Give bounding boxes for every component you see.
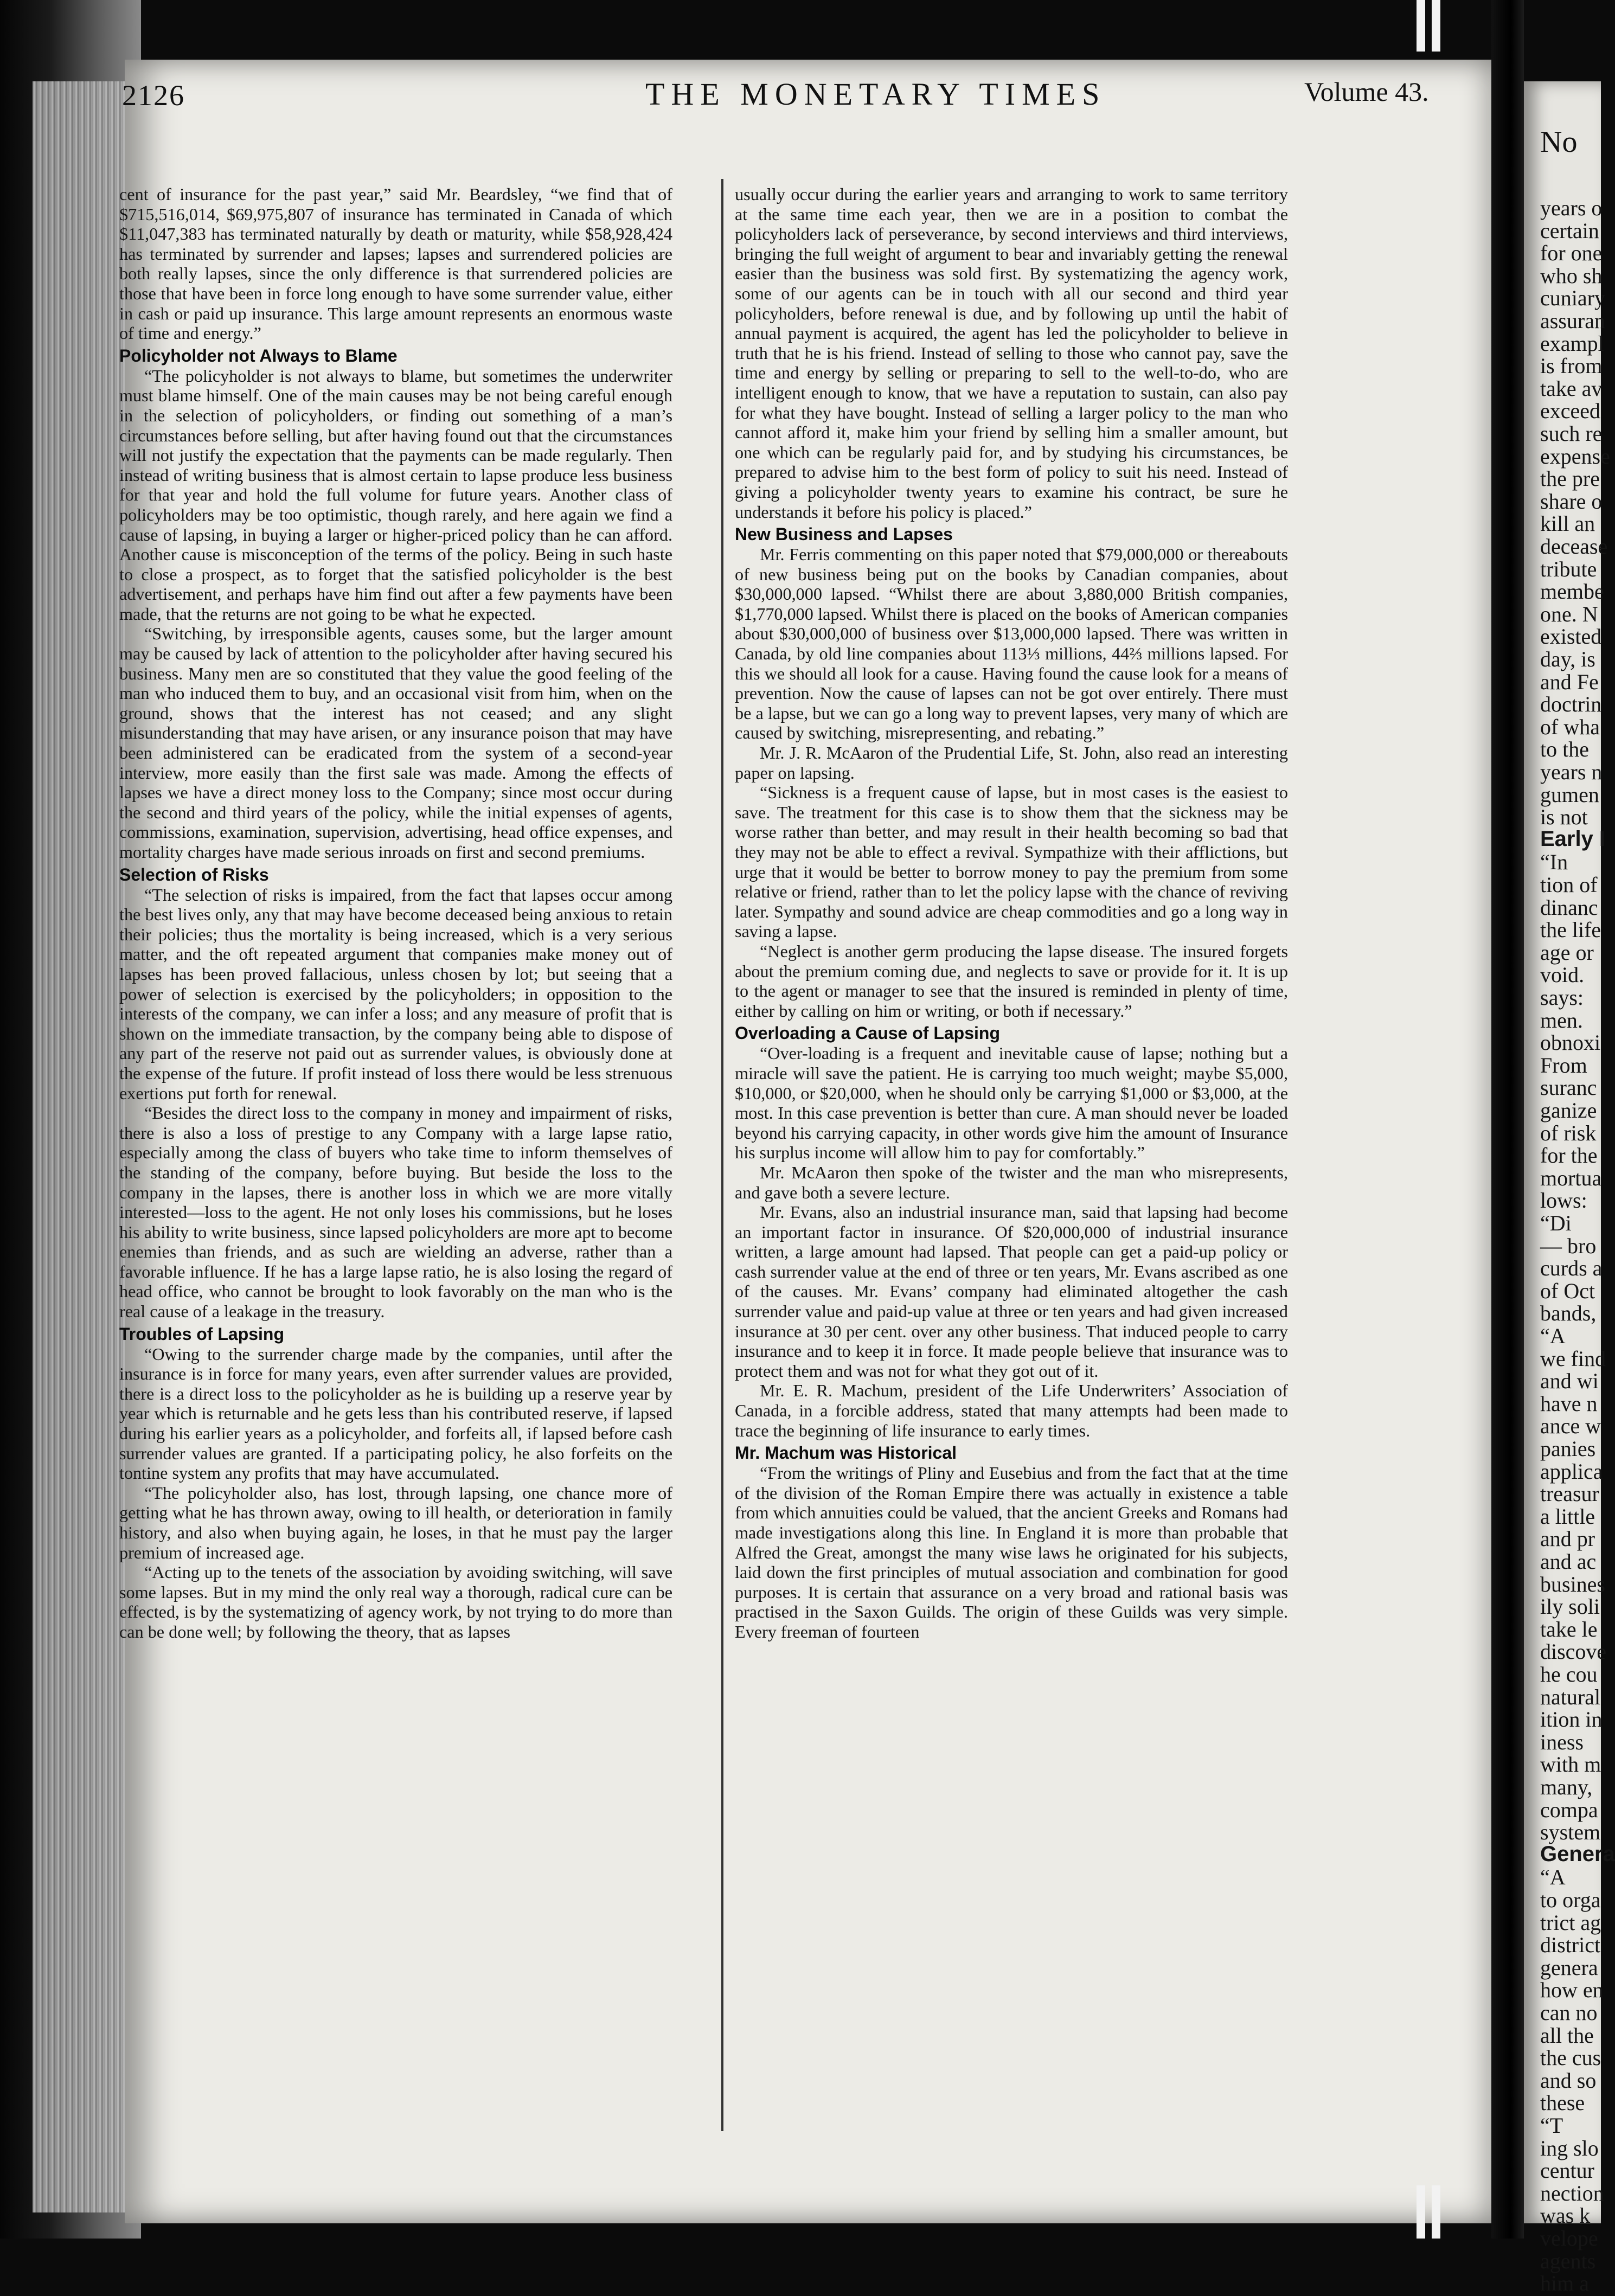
facing-page-line: these <box>1540 2090 1585 2115</box>
facing-page-line: “T <box>1540 2113 1563 2138</box>
paragraph: Mr. J. R. McAaron of the Prudential Life, St. John, also read an interesting paper on lapsing. <box>735 743 1288 783</box>
paragraph: “From the writings of Pliny and Eusebius and from the fact that at the time of the division of the Roman Empire there was actually in existence a table from which annuities could be valued, that the ancient Greeks and Romans had made investigations along this line. In England it is more than probable that Alfred the Great, amongst the many wise laws he originated for his subjects, laid down the first principles of mutual association and combination for good purposes. It is certain that assurance on a very broad and rational basis was practised in the Saxon Guilds. The origin of these Guilds was very simple. Every freeman of fourteen <box>735 1463 1288 1641</box>
facing-page-line: decease <box>1540 534 1608 559</box>
facing-page-line: such re <box>1540 421 1603 446</box>
facing-page-line: one. N <box>1540 601 1598 626</box>
facing-page-line: how en <box>1540 1978 1604 2003</box>
volume-label: Volume 43. <box>1304 76 1429 107</box>
facing-page-line: gumen <box>1540 782 1599 807</box>
facing-page-line: nection <box>1540 2180 1604 2205</box>
section-heading: New Business and Lapses <box>735 524 953 544</box>
facing-page-line: of Oct <box>1540 1278 1595 1303</box>
facing-page-line: ily soli <box>1540 1594 1600 1619</box>
facing-page-line: to the <box>1540 737 1589 762</box>
facing-page-line: system <box>1540 1820 1601 1845</box>
facing-page-line: exceed <box>1540 399 1601 424</box>
facing-page-line: of wha <box>1540 714 1600 739</box>
facing-page-line: mortua <box>1540 1165 1602 1190</box>
paragraph: “Acting up to the tenets of the association by avoiding switching, will save some lapses. But in my mind the only real way a thorough, radical cure can be effected, is by the systematizing of agency work, by not trying to do more than can be done well; by following the theory, that as lapses <box>119 1562 672 1641</box>
scan-clip-mark <box>1417 0 1425 52</box>
facing-page-line: expense <box>1540 444 1610 469</box>
facing-page-line: kill an <box>1540 511 1595 536</box>
facing-page-line: natural <box>1540 1684 1601 1709</box>
facing-page-line: we find <box>1540 1346 1606 1371</box>
facing-page-line: panies <box>1540 1436 1596 1461</box>
scan-clip-mark <box>1432 0 1440 52</box>
facing-page-line: have n <box>1540 1391 1598 1416</box>
facing-page-line: share o <box>1540 489 1603 514</box>
section-heading: Selection of Risks <box>119 864 269 884</box>
paragraph: “Over-loading is a frequent and inevitable cause of lapse; nothing but a miracle will save the patient. He is carrying too much weight; maybe $5,000, $10,000, or $20,000, when he should only be carrying $1,000 or $3,000, at the most. In this case prevention is better than cure. A man should never be loaded beyond his carrying capacity, in other words give him the amount of Insurance his surplus income will allow him to pay for comfortably.” <box>735 1043 1288 1163</box>
paragraph: “Neglect is another germ producing the lapse disease. The insured forgets about the premium coming due, and neglects to save or provide for it. It is up to the agent or manager to see that the insured is reminded in plenty of time, either by calling on him or writing, or both if necessary.” <box>735 941 1288 1021</box>
facing-page-line: and Fe <box>1540 669 1599 694</box>
facing-page-line: men. <box>1540 1008 1583 1032</box>
facing-page-line: ing slo <box>1540 2135 1599 2160</box>
facing-page-line: and ac <box>1540 1549 1597 1574</box>
facing-page-line: age or <box>1540 940 1594 965</box>
facing-page-line: the pre <box>1540 466 1600 491</box>
scan-clip-mark <box>1432 2185 1440 2239</box>
paragraph: Mr. Evans, also an industrial insurance man, said that lapsing had become an important factor in insurance. Of $20,000,000 of industrial insurance written, a large amount had lapsed. That people can get a paid-up policy or cash surrender value at the end of three or ten years, Mr. Evans ascribed as one of the causes. Mr. Evans’ company had eliminated altogether the cash surrender value and paid-up value at three or ten years and had given increased insurance at 30 per cent. over any other business. That induced people to carry insurance and to keep it in force. It made people believe that insurance was to protect them and was not for what they got out of it. <box>735 1202 1288 1381</box>
facing-page-line: void. <box>1540 963 1585 987</box>
publication-title: THE MONETARY TIMES <box>645 76 1106 112</box>
section-heading: Mr. Machum was Historical <box>735 1443 957 1463</box>
facing-page-line: is not <box>1540 805 1588 830</box>
facing-page-line: genera <box>1540 1955 1598 1980</box>
facing-page-header: No <box>1540 125 1578 159</box>
facing-page-line: years o <box>1540 196 1603 220</box>
paragraph: Mr. E. R. Machum, president of the Life Underwriters’ Association of Canada, in a forcible address, stated that many attempts had been made to trace the beginning of life insurance to early times. <box>735 1381 1288 1440</box>
facing-page-line: day, is <box>1540 647 1595 671</box>
facing-page-line: lows: <box>1540 1188 1587 1213</box>
facing-page-line: discove <box>1540 1639 1607 1664</box>
facing-page-line: with m <box>1540 1752 1601 1777</box>
facing-page-line: obnoxi <box>1540 1030 1601 1055</box>
facing-page-line: and wi <box>1540 1369 1599 1394</box>
facing-page-line: for the <box>1540 1143 1598 1168</box>
paragraph: “The policyholder also, has lost, through lapsing, one chance more of getting what he has thrown away, owing to ill health, or deterioration in family history, and also when buying again, he loses, in that he must pay the larger premium of increased age. <box>119 1483 672 1562</box>
facing-page-line: to orga <box>1540 1888 1601 1912</box>
facing-page-line: Early I <box>1540 826 1606 851</box>
facing-page-line: iness <box>1540 1729 1584 1754</box>
page-number: 2126 <box>122 79 185 112</box>
facing-page-line: assuran <box>1540 309 1605 333</box>
facing-page-line: says: <box>1540 985 1584 1010</box>
facing-page-line: he cou <box>1540 1662 1598 1686</box>
facing-page-line: existed <box>1540 624 1602 649</box>
facing-page-line: “A <box>1540 1865 1566 1890</box>
facing-page-line: and pr <box>1540 1527 1595 1551</box>
facing-page-line: him a <box>1540 2271 1589 2296</box>
paragraph: cent of insurance for the past year,” said Mr. Beardsley, “we find that of $715,516,014, $69,975,807 of insurance has terminated in Canada of which $11,047,383 has terminated naturally by death or maturity, while $58,928,424 has terminated by surrender and lapses; lapses and surrendered policies are both really lapses, since the only difference is that surrendered policies are those that have been in force long enough to have some surrender value, either in cash or paid up insurance. This large amount represents an enormous waste of time and energy.” <box>119 184 672 343</box>
facing-page-fragment <box>1524 81 1615 2296</box>
facing-page-line: agents <box>1540 2248 1596 2273</box>
facing-page-line: take av <box>1540 376 1603 401</box>
facing-page-line: curds a <box>1540 1256 1603 1281</box>
section-heading: Troubles of Lapsing <box>119 1324 285 1344</box>
article-column-right <box>735 184 1288 2169</box>
facing-page-line: who sh <box>1540 263 1603 288</box>
facing-page-line: velope <box>1540 2226 1598 2250</box>
paragraph: Mr. McAaron then spoke of the twister and the man who misrepresents, and gave both a severe lecture. <box>735 1162 1288 1202</box>
facing-page-line: is from <box>1540 354 1603 379</box>
facing-page-line: ance w <box>1540 1414 1601 1439</box>
facing-page-line: many, <box>1540 1775 1593 1799</box>
facing-page-line: “In <box>1540 850 1568 875</box>
facing-page-line: — bro <box>1540 1233 1597 1258</box>
facing-page-line: can no <box>1540 2000 1598 2025</box>
facing-page-line: compa <box>1540 1797 1598 1822</box>
facing-page-line: all the <box>1540 2023 1594 2048</box>
facing-page-line: years n <box>1540 760 1603 784</box>
facing-page-line: doctrin <box>1540 692 1602 717</box>
facing-page-line: bands, <box>1540 1301 1597 1326</box>
scan-clip-mark <box>1417 2185 1425 2239</box>
facing-page-line: take le <box>1540 1617 1598 1641</box>
section-heading: Policyholder not Always to Blame <box>119 345 398 365</box>
paragraph: “Sickness is a frequent cause of lapse, but in most cases is the easiest to save. The treatment for this case is to show them that the sickness may be worse rather than better, and may result in their health becoming so bad that they may not be able to effect a revival. Sympathize with their afflictions, but urge that it would be better to borrow money to pay the premium from some relative or friend, rather than to let the policy lapse with the chance of reviving later. Sympathy and sound advice are cheap commodities and go a long way in saving a lapse. <box>735 783 1288 941</box>
facing-page-line: cuniary <box>1540 286 1605 311</box>
facing-page-line: treasur <box>1540 1482 1599 1506</box>
column-divider <box>721 179 723 2131</box>
paragraph: “The selection of risks is impaired, from the fact that lapses occur among the best lives only, any that may have become deceased being anxious to retain their policies; thus the mortality is being increased, which is a very serious matter, and the oft repeated argument that companies make money out of lapses has been proved fallacious, unless chosen by lot; but seeing that a power of selection is exercised by the policyholders; in opposition to the interests of the company, we can infer a loss; and any measure of profit that is shown on the immediate transaction, by the company being able to dispose of any part of the reserve not paid out as surrender values, is obviously done at the expense of the future. If profit instead of loss there would be less strenuous exertions put forth for renewal. <box>119 884 672 1103</box>
paragraph: “The policyholder is not always to blame, but sometimes the underwriter must blame himself. One of the main causes may be not being careful enough in the selection of policyholders, or finding out something of a man’s circumstances before selling, but after having found out that the circumstances will not justify the expectation that the payments can be made regularly. Then instead of writing business that is almost certain to lapse produce less business for that year and hold the full volume for future years. Another class of policyholders may be too optimistic, though rarely, and here again we find a cause of lapsing, in buying a larger or higher-priced policy than he can afford. Another cause is misconception of the terms of the policy. Being in such haste to close a prospect, as to forget that the satisfied policyholder is the best advertisement, and perhaps have him find out after a few payments have been made, that the returns are not going to be what he expected. <box>119 365 672 624</box>
paragraph: Mr. Ferris commenting on this paper noted that $79,000,000 or thereabouts of new business being put on the books by Canadian companies, about $30,000,000 lapsed. “Whilst there are about 3,880,000 British companies, $1,770,000 lapsed. Whilst there is placed on the books of American companies about $30,000,000 of business over $13,000,000 lapsed. There was written in Canada, by old line companies about 113⅓ millions, 44⅔ millions lapsed. For this we should all look for a cause. Having found the cause look for a means of prevention. Now the cause of lapses can not be got over entirely. There must be a lapse, but we can go a long way to prevent lapses, very many of which are caused by switching, misrepresenting, and rebating.” <box>735 544 1288 743</box>
paragraph: “Switching, by irresponsible agents, causes some, but the larger amount may be caused by lack of attention to the policyholder after having secured his business. Many men are so constituted that they value the good feeling of the man who induced them to buy, and an occasional visit from him, when on the ground, shows that the interest has not ceased; and any slight misunderstanding that may have arisen, or any insurance poison that may have been administered can be eradicated from the system of a second-year interview, more easily than the first sale was made. Among the effects of lapses we have a direct money loss to the Company; since most occur during the second and third years of the policy, while the initial expenses of agents, commissions, examination, supervision, advertising, head office expenses, and mortality charges have made serious inroads on first and second premiums. <box>119 624 672 862</box>
article-column-left <box>119 184 672 2169</box>
facing-page-line: centur <box>1540 2158 1594 2183</box>
facing-page-line: of risk <box>1540 1120 1597 1145</box>
facing-page-line: dinanc <box>1540 895 1598 920</box>
paragraph: “Besides the direct loss to the company in money and impairment of risks, there is also a loss of prestige to any Company with a large lapse ratio, especially among the class of buyers who take time to inform themselves of the standing of the company, before buying. But beside the loss to the company in the lapses, there is another loss in which we are more vitally interested—loss to the agent. He not only loses his commissions, but he loses his ability to write business, since lapsed policyholders are more apt to become enemies than friends, and as such are wielding an adverse, rather than a favorable influence. If he has a large lapse ratio, he is also losing the regard of head office, who cannot be brought to look favorably on the man who is the real cause of a leakage in the treasury. <box>119 1103 672 1322</box>
facing-page-line: tribute <box>1540 556 1597 581</box>
facing-page-line: suranc <box>1540 1075 1597 1100</box>
facing-page-line: exampl <box>1540 331 1604 356</box>
facing-page-line: tion of <box>1540 873 1598 897</box>
paragraph: “Owing to the surrender charge made by the companies, until after the insurance is in force for many years, even after surrender values are provided, there is a direct loss to the policyholder as he is building up a reserve year by year which is returnable and he gets less than his contributed reserve, if lapsed during his earlier years as a policyholder, and forfeits all, if lapsed before cash surrender values are granted. If a participating policy, he also forfeits on the tontine system any profits that may have accumulated. <box>119 1344 672 1483</box>
facing-page-line: trict ag <box>1540 1910 1601 1935</box>
facing-page-line: the cus <box>1540 2045 1601 2070</box>
facing-page-line: was k <box>1540 2203 1591 2228</box>
facing-page-line: membe <box>1540 579 1604 604</box>
facing-page-line: “A <box>1540 1324 1566 1348</box>
facing-page-line: From <box>1540 1053 1587 1078</box>
facing-page-line: “Di <box>1540 1211 1572 1235</box>
facing-page-line: the life <box>1540 918 1601 942</box>
facing-page-line: and so <box>1540 2068 1597 2093</box>
facing-page-line: a little <box>1540 1504 1595 1529</box>
facing-page-line: certain <box>1540 218 1599 243</box>
section-heading: Overloading a Cause of Lapsing <box>735 1023 1000 1043</box>
facing-page-line: ganize <box>1540 1098 1597 1123</box>
facing-page-line: Genera <box>1540 1842 1615 1866</box>
facing-page-line: district <box>1540 1933 1601 1958</box>
paragraph: usually occur during the earlier years and arranging to work to same territory at the same time each year, then we are in a position to combat the policyholders lack of perseverance, by second interviews and third interviews, bringing the full weight of argument to bear and invariably getting the renewal easier than the business was sold first. By systematizing the agency work, some of our agents can be in touch with all our second and third year policyholders, before renewal is due, and by following up until the habit of annual payment is acquired, the agent has led the policyholder to believe in truth that he is his friend. Instead of selling to those who cannot pay, save the time and energy by selling or preparing to sell to the well-to-do, who are intelligent enough to know, that we have a reputation to sustain, can also pay for what they have bought. Instead of selling a larger policy to the man who cannot afford it, make him your friend by selling him a smaller amount, but one which can be regularly paid for, and by studying his circumstances, be prepared to advise him to the best form of policy to suit his need. Instead of giving a policyholder twenty years to examine his contract, be sure he understands it before his policy is placed.” <box>735 184 1288 522</box>
facing-page-line: ition in <box>1540 1707 1603 1732</box>
facing-page-line: applica <box>1540 1459 1603 1484</box>
book-gutter <box>1491 0 1524 2239</box>
facing-page-line: busines <box>1540 1572 1605 1596</box>
facing-page-line: for one <box>1540 241 1603 266</box>
